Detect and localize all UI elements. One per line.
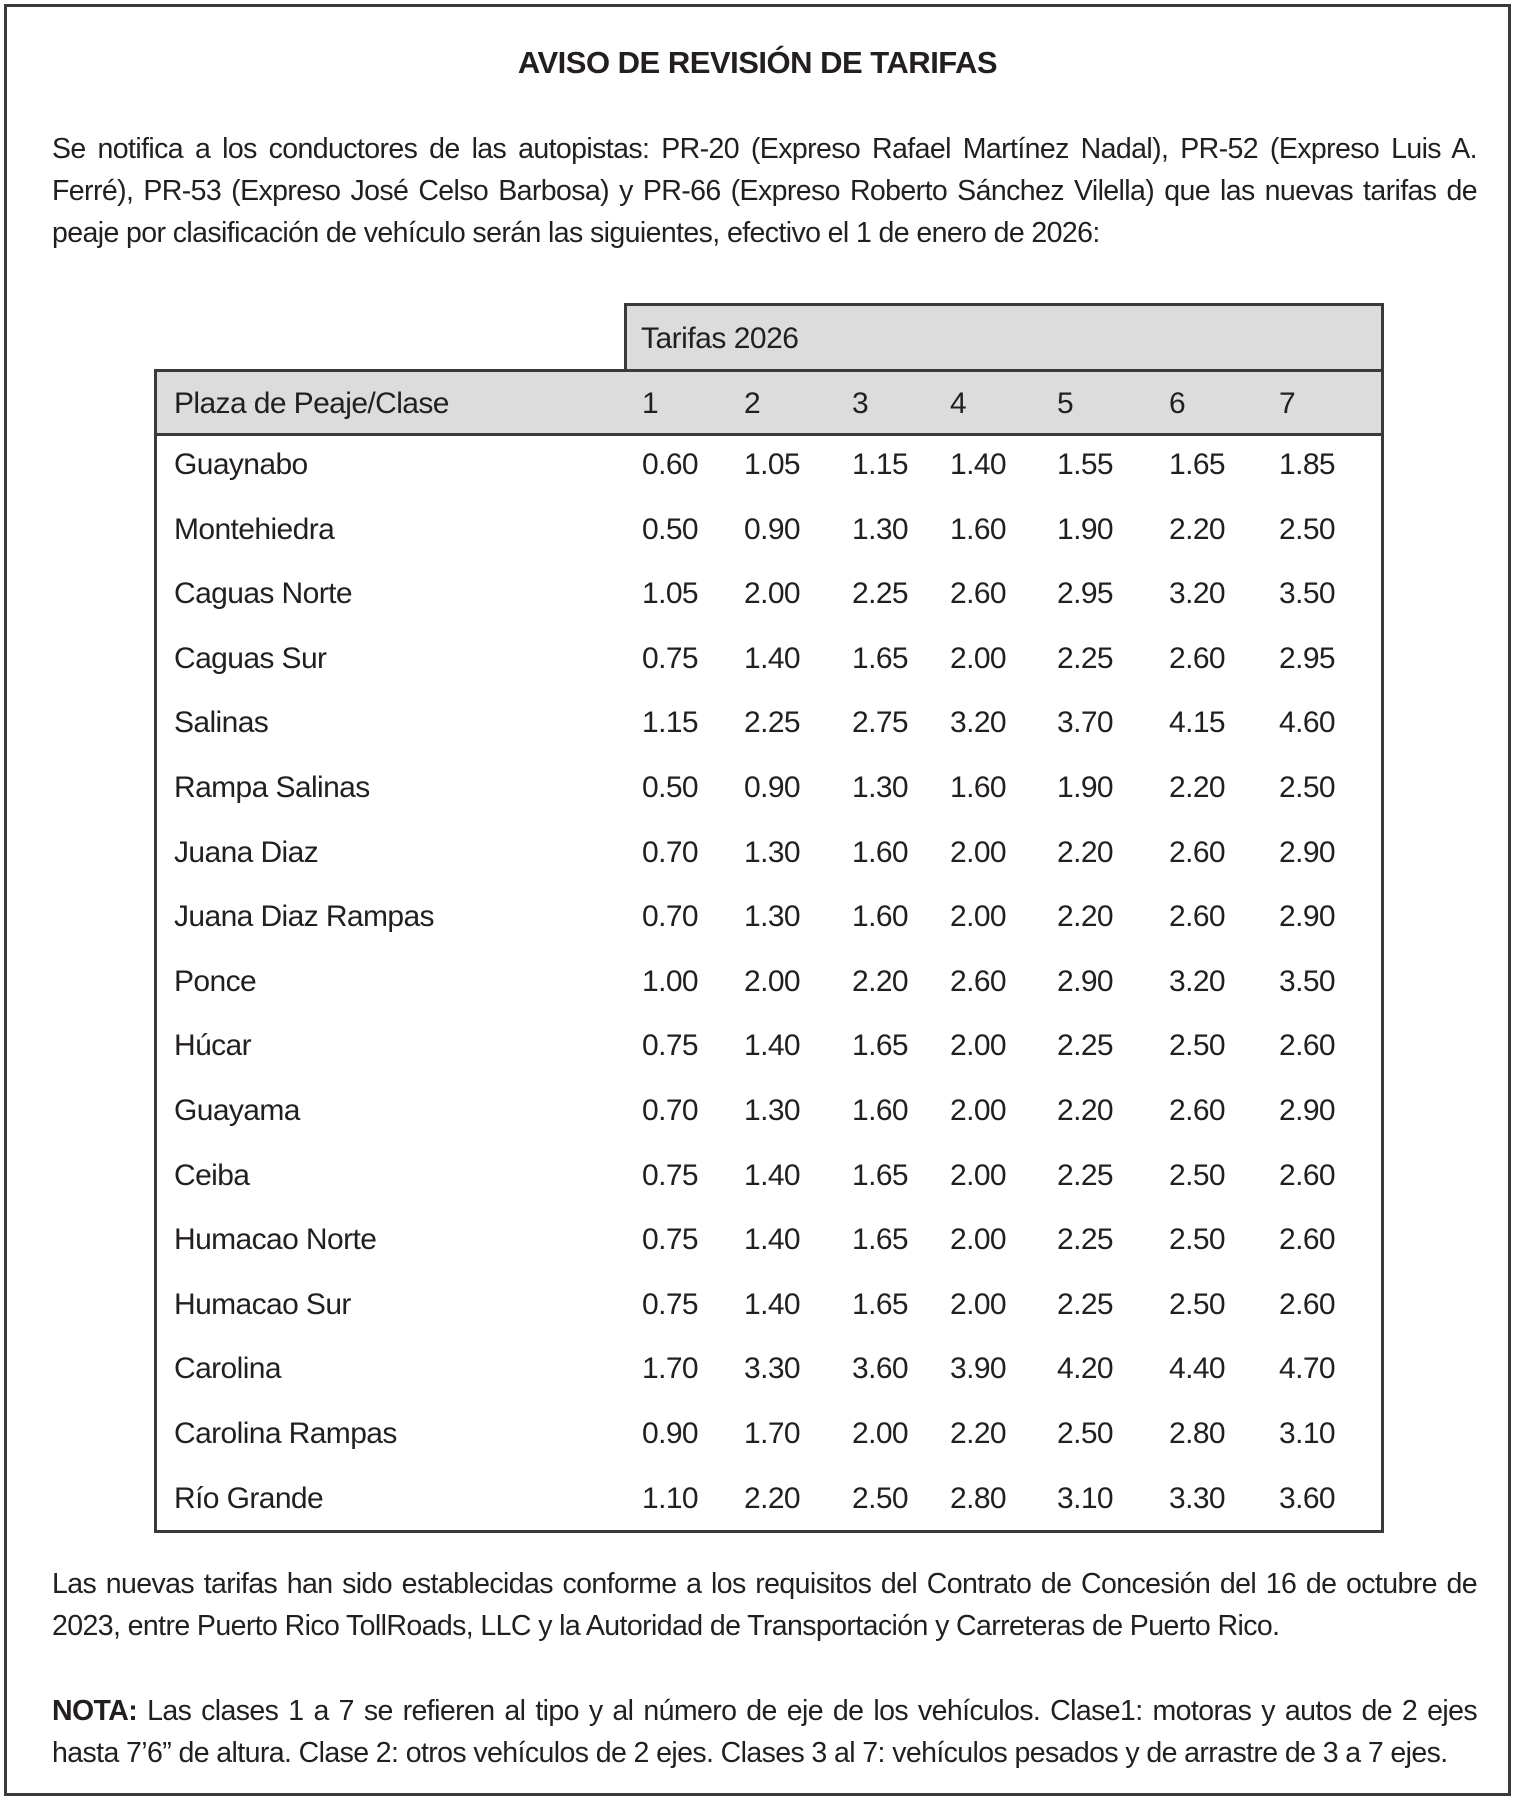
- rate-cell: 2.60: [1169, 835, 1225, 869]
- rate-cell: 3.70: [1057, 706, 1113, 740]
- column-header: Plaza de Peaje/Clase: [174, 387, 449, 420]
- rate-cell: 2.60: [1279, 1029, 1335, 1063]
- table-row: [157, 1405, 1381, 1470]
- rate-cell: 2.50: [1169, 1158, 1225, 1192]
- rate-cell: 1.30: [744, 1094, 800, 1127]
- toll-plaza-name: Carolina: [174, 1352, 281, 1386]
- rate-cell: 1.65: [852, 641, 908, 675]
- rate-cell: 1.55: [1057, 448, 1113, 481]
- rate-cell: 1.30: [852, 512, 908, 546]
- rate-cell: 1.40: [950, 448, 1006, 481]
- rate-cell: 1.30: [852, 771, 908, 804]
- rate-cell: 2.50: [1169, 1223, 1225, 1257]
- rate-cell: 2.90: [1279, 1094, 1335, 1127]
- rate-cell: 1.05: [744, 448, 800, 481]
- rate-cell: 2.90: [1279, 900, 1335, 934]
- note-label: NOTA:: [52, 1695, 138, 1727]
- column-header: 3: [852, 387, 869, 420]
- rate-cell: 1.15: [852, 448, 908, 481]
- rate-cell: 1.40: [744, 1287, 800, 1321]
- table-row: [157, 824, 1381, 889]
- rate-cell: 3.50: [1279, 964, 1335, 998]
- toll-plaza-name: Caguas Sur: [174, 641, 327, 675]
- column-header: 4: [950, 387, 967, 420]
- rate-cell: 2.50: [1279, 771, 1335, 804]
- rate-cell: 1.60: [852, 900, 908, 934]
- toll-plaza-name: Rampa Salinas: [174, 771, 370, 804]
- toll-plaza-name: Guaynabo: [174, 448, 308, 481]
- rate-cell: 0.90: [744, 771, 800, 804]
- rate-cell: 2.60: [1279, 1223, 1335, 1257]
- rate-cell: 1.15: [642, 706, 698, 740]
- rate-cell: 1.05: [642, 577, 698, 611]
- rate-cell: 2.60: [1279, 1287, 1335, 1321]
- notice-title: AVISO DE REVISIÓN DE TARIFAS: [517, 45, 998, 80]
- rate-cell: 3.10: [1279, 1417, 1335, 1450]
- rate-cell: 2.00: [950, 835, 1006, 869]
- toll-rate-table: [154, 369, 1384, 1533]
- column-header: 5: [1057, 387, 1074, 420]
- rate-cell: 3.50: [1279, 577, 1335, 611]
- table-row: [157, 436, 1381, 501]
- rate-cell: 2.00: [852, 1417, 908, 1450]
- rate-cell: 2.00: [950, 1287, 1006, 1321]
- rate-cell: 2.90: [1279, 835, 1335, 869]
- rate-cell: 1.70: [642, 1352, 698, 1386]
- rate-cell: 2.00: [950, 641, 1006, 675]
- rate-cell: 1.65: [852, 1223, 908, 1257]
- rate-cell: 2.50: [1169, 1029, 1225, 1063]
- rate-cell: 1.40: [744, 1029, 800, 1063]
- toll-plaza-name: Juana Diaz: [174, 835, 319, 869]
- note-paragraph: [52, 1690, 1477, 1774]
- intro-paragraph: Se notifica a los conductores de las autopistas: PR-20 (Expreso Rafael Martínez Nadal), PR-52 (Expreso Luis A. Ferré), PR-53 (Expreso José Celso Barbosa) y PR-66 (Expreso Roberto Sánchez Vilella) que las nuevas tarifas de peaje por clasificación de vehículo serán las siguientes, efectivo el 1 de enero de 2026:: [52, 133, 1477, 249]
- rate-cell: 0.75: [642, 1158, 698, 1192]
- table-row: [157, 501, 1381, 566]
- rate-cell: 2.80: [950, 1481, 1006, 1515]
- rate-cell: 3.20: [1169, 577, 1225, 611]
- rate-cell: 2.25: [852, 577, 908, 611]
- concession-paragraph: Las nuevas tarifas han sido establecidas conforme a los requisitos del Contrato de Concesión del 16 de octubre de 2023, entre Puerto Rico TollRoads, LLC y la Autoridad de Transportación y Carreteras de Puerto Rico.: [52, 1568, 1477, 1642]
- rate-cell: 4.70: [1279, 1352, 1335, 1386]
- rate-cell: 1.30: [744, 900, 800, 934]
- rate-cell: 2.20: [1169, 512, 1225, 546]
- rate-cell: 2.25: [744, 706, 800, 740]
- toll-rate-notice: [4, 4, 1511, 1796]
- rate-cell: 2.75: [852, 706, 908, 740]
- rate-cell: 0.60: [642, 448, 698, 481]
- toll-plaza-name: Húcar: [174, 1029, 252, 1063]
- table-row: [157, 759, 1381, 824]
- toll-plaza-name: Juana Diaz Rampas: [174, 900, 434, 934]
- note-text: Las clases 1 a 7 se refieren al tipo y al número de eje de los vehículos. Clase1: motoras y autos de 2 ejes hasta 7’6” de altura. Clase 2: otros vehículos de 2 ejes. Clases 3 al 7: vehículos pesados y de arrastre de 3 a 7 ejes.: [52, 1695, 1477, 1769]
- rate-cell: 2.25: [1057, 1029, 1113, 1063]
- column-header: 6: [1169, 387, 1186, 420]
- rate-cell: 2.25: [1057, 1158, 1113, 1192]
- rate-cell: 1.85: [1279, 448, 1335, 481]
- table-row: [157, 630, 1381, 695]
- rate-cell: 1.10: [642, 1481, 698, 1515]
- rate-cell: 2.50: [1169, 1287, 1225, 1321]
- toll-plaza-name: Montehiedra: [174, 512, 335, 546]
- rate-cell: 0.50: [642, 771, 698, 804]
- table-header-row: [157, 372, 1381, 436]
- table-row: [157, 694, 1381, 759]
- rate-cell: 2.25: [1057, 1287, 1113, 1321]
- rate-cell: 3.10: [1057, 1481, 1113, 1515]
- rate-cell: 3.60: [852, 1352, 908, 1386]
- rate-cell: 2.50: [1057, 1417, 1113, 1450]
- rate-cell: 3.90: [950, 1352, 1006, 1386]
- table-row: [157, 1017, 1381, 1082]
- rate-cell: 4.15: [1169, 706, 1225, 740]
- column-header: 1: [642, 387, 659, 420]
- rate-cell: 4.40: [1169, 1352, 1225, 1386]
- rate-cell: 1.60: [950, 771, 1006, 804]
- rate-cell: 0.75: [642, 641, 698, 675]
- rate-cell: 1.65: [852, 1029, 908, 1063]
- table-row: [157, 565, 1381, 630]
- rate-cell: 4.20: [1057, 1352, 1113, 1386]
- table-row: [157, 953, 1381, 1018]
- rate-cell: 2.20: [852, 964, 908, 998]
- rate-cell: 2.95: [1057, 577, 1113, 611]
- rate-cell: 2.00: [744, 964, 800, 998]
- rate-cell: 1.60: [852, 1094, 908, 1127]
- rate-cell: 2.60: [950, 577, 1006, 611]
- rate-cell: 1.90: [1057, 771, 1113, 804]
- rate-cell: 2.80: [1169, 1417, 1225, 1450]
- rate-cell: 0.70: [642, 835, 698, 869]
- rate-cell: 2.60: [1169, 1094, 1225, 1127]
- rate-cell: 2.60: [1169, 641, 1225, 675]
- toll-plaza-name: Caguas Norte: [174, 577, 352, 611]
- rate-cell: 2.00: [744, 577, 800, 611]
- rate-cell: 0.75: [642, 1287, 698, 1321]
- group-header-label: Tarifas 2026: [641, 322, 799, 355]
- column-header: 7: [1279, 387, 1296, 420]
- rate-cell: 2.20: [744, 1481, 800, 1515]
- rate-cell: 2.25: [1057, 1223, 1113, 1257]
- rate-cell: 2.25: [1057, 641, 1113, 675]
- rate-cell: 2.00: [950, 1029, 1006, 1063]
- rate-cell: 1.65: [1169, 448, 1225, 481]
- rate-cell: 2.60: [1169, 900, 1225, 934]
- table-row: [157, 1082, 1381, 1147]
- table-row: [157, 1340, 1381, 1405]
- toll-plaza-name: Guayama: [174, 1094, 300, 1127]
- toll-plaza-name: Río Grande: [174, 1481, 324, 1515]
- rate-cell: 0.70: [642, 1094, 698, 1127]
- rate-cell: 2.20: [1057, 900, 1113, 934]
- rate-cell: 0.90: [642, 1417, 698, 1450]
- rate-cell: 2.90: [1057, 964, 1113, 998]
- rate-cell: 3.30: [744, 1352, 800, 1386]
- rate-cell: 2.60: [950, 964, 1006, 998]
- table-row: [157, 888, 1381, 953]
- table-row: [157, 1211, 1381, 1276]
- rate-cell: 4.60: [1279, 706, 1335, 740]
- rate-cell: 1.30: [744, 835, 800, 869]
- rate-cell: 1.00: [642, 964, 698, 998]
- rate-cell: 1.60: [950, 512, 1006, 546]
- rate-cell: 3.20: [1169, 964, 1225, 998]
- toll-plaza-name: Carolina Rampas: [174, 1417, 397, 1450]
- column-header: 2: [744, 387, 761, 420]
- rate-cell: 1.40: [744, 1158, 800, 1192]
- rate-cell: 1.65: [852, 1158, 908, 1192]
- toll-plaza-name: Ponce: [174, 964, 257, 998]
- rate-cell: 2.00: [950, 900, 1006, 934]
- table-row: [157, 1470, 1381, 1535]
- table-row: [157, 1276, 1381, 1341]
- rate-cell: 2.95: [1279, 641, 1335, 675]
- rate-cell: 1.40: [744, 1223, 800, 1257]
- rate-cell: 2.00: [950, 1094, 1006, 1127]
- rate-cell: 3.20: [950, 706, 1006, 740]
- rate-cell: 2.20: [1057, 835, 1113, 869]
- rate-cell: 0.75: [642, 1029, 698, 1063]
- rate-cell: 2.20: [1169, 771, 1225, 804]
- rate-cell: 0.70: [642, 900, 698, 934]
- rate-cell: 2.20: [1057, 1094, 1113, 1127]
- toll-plaza-name: Salinas: [174, 706, 269, 740]
- rate-cell: 1.70: [744, 1417, 800, 1450]
- rate-cell: 0.90: [744, 512, 800, 546]
- toll-plaza-name: Ceiba: [174, 1158, 250, 1192]
- rate-cell: 0.75: [642, 1223, 698, 1257]
- table-row: [157, 1147, 1381, 1212]
- rate-cell: 2.00: [950, 1223, 1006, 1257]
- table-group-header: [624, 303, 1384, 371]
- rate-cell: 2.50: [1279, 512, 1335, 546]
- rate-cell: 0.50: [642, 512, 698, 546]
- rate-cell: 1.60: [852, 835, 908, 869]
- toll-plaza-name: Humacao Sur: [174, 1287, 351, 1321]
- rate-cell: 3.60: [1279, 1481, 1335, 1515]
- rate-cell: 3.30: [1169, 1481, 1225, 1515]
- rate-cell: 2.20: [950, 1417, 1006, 1450]
- rate-cell: 2.00: [950, 1158, 1006, 1192]
- toll-plaza-name: Humacao Norte: [174, 1223, 377, 1257]
- rate-cell: 2.50: [852, 1481, 908, 1515]
- rate-cell: 1.40: [744, 641, 800, 675]
- rate-cell: 2.60: [1279, 1158, 1335, 1192]
- rate-cell: 1.65: [852, 1287, 908, 1321]
- rate-cell: 1.90: [1057, 512, 1113, 546]
